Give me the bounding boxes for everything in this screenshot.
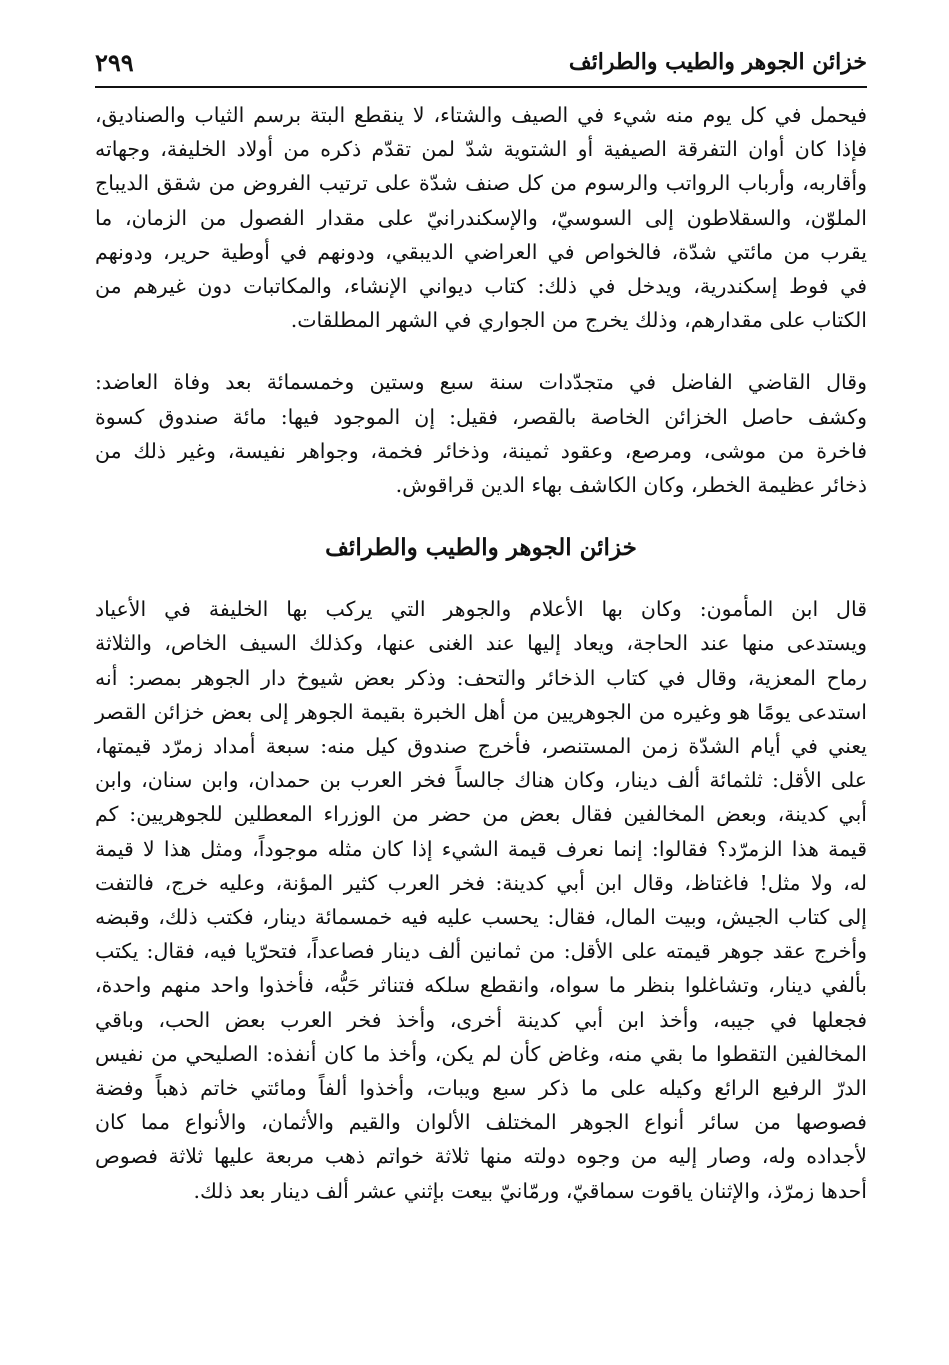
text-line: فجعلها في جيبه، وأخذ ابن أبي كدينة أخرى، وأخذ فخر العرب بعض الحب، وباقي [95,1007,867,1032]
page-header [95,38,867,88]
text-line: يقرب من مائتي شدّة، فالخواص في العراضي الديبقي، ودونهم في أوطية حرير، ودونهم [95,239,867,264]
text-line: ذخائر عظيمة الخطر، وكان الكاشف بهاء الدين قراقوش. [395,473,867,498]
text-line: وكشف حاصل الخزائن الخاصة بالقصر، فقيل: إن الموجود فيها: مائة صندوق كسوة [95,404,867,429]
text-line: له، ولا مثل! فاغتاظ، وقال ابن أبي كدينة: فخر العرب كثير المؤنة، وعليه خرج، فالتفت [95,870,867,895]
text-line: الملوّن، والسقلاطون إلى السوسيّ، والإسكندرانيّ على مقدار الفصول من الزمان، ما [95,205,867,230]
text-line: وقال القاضي الفاضل في متجدّدات سنة سبع وستين وخمسمائة بعد وفاة العاضد: [95,370,867,395]
text-line: أبي كدينة، وبعض المخالفين فقال بعض من حضر من الوزراء المعطلين للجوهريين: كم [95,802,867,827]
text-line: بألفي دينار، وتشاغلوا بنظر ما سواه، وانقطع سلكه فتناثر حَبُّه، فأخذوا واحد منهم واحدة، [95,973,867,998]
text-line: فإذا كان أوان التفرقة الصيفية أو الشتوية شدّ لمن تقدّم ذكره من أولاد الخليفة، وجهاته [95,137,867,162]
text-line: في فوط إسكندرية، ويدخل في ذلك: كتاب ديواني الإنشاء، والمكاتبات دون غيرهم من [95,274,867,299]
text-line: أحدها زمرّذ، والإثنان ياقوت سماقيّ، ورمّانيّ بيعت بإثني عشر ألف دينار بعد ذلك. [193,1178,867,1203]
text-line: ويستدعى منها عند الحاجة، ويعاد إليها عند الغنى عنها، وكذلك السيف الخاص، والثلاثة [95,631,867,656]
text-line: قيمة هذا الزمرّد؟ فقالوا: إنما نعرف قيمة الشيء إذا كان مثله موجوداً، ومثل هذا لا قيمة [95,836,867,861]
text-line: وأخرج عقد جوهر قيمته على الأقل: من ثمانين ألف دينار فصاعداً، فتحرّيا فيه، فقال: يكتب [95,939,867,964]
text-line: فيحمل في كل يوم منه شيء في الصيف والشتاء، لا ينقطع البتة برسم الثياب والصناديق، [95,103,867,127]
paragraph-3 [95,592,867,1208]
text-line: لأجداده وله، وصار إليه من وجوه دولته منها ثلاثة خواتم ذهب مربعة عليها ثلاثة فصوص [95,1144,867,1169]
text-line: وأقاربه، وأرباب الرواتب والرسوم من كل صنف شدّة على ترتيب الفروض من شقق الديباج [95,171,867,196]
text-line: يعني في أيام الشدّة زمن المستنصر، فأخرج صندوق كيل منه: سبعة أمداد زمرّد قيمتها، [95,734,867,759]
text-line: قال ابن المأمون: وكان بها الأعلام والجوهر التي يركب بها الخليفة في الأعياد [95,597,867,622]
text-line: الدرّ الرفيع الرائع وكيله على ما ذكر سبع ويبات، وأخذوا ألفاً ومائتي خاتم ذهباً وفضة [95,1076,867,1101]
paragraph-2 [95,365,867,502]
text-line: فصوصها من سائر أنواع الجوهر المختلف الألوان والقيم والأثمان، والأنواع مما كان [95,1110,867,1135]
text-line: استدعى يومًا هو وغيره من الجوهريين من أهل الخبرة بقيمة الجوهر إلى بعض خزائن القصر [95,699,867,724]
page-body [95,98,867,1208]
text-line: المخالفين التقطوا ما بقي منه، وغاض كأن لم يكن، وأخذ ما كان أنفذه: الصليحي من نفيس [95,1041,867,1066]
text-line: فاخرة من موشى، ومرصع، وعقود ثمينة، وذخائر فخمة، وجواهر نفيسة، وغير ذلك من [95,438,867,463]
text-line: رماح المعزية، وقال في كتاب الذخائر والتحف: وذكر بعض شيوخ دار الجوهر بمصر: أنه [95,665,867,690]
running-title: خزائن الجوهر والطيب والطرائف [568,49,867,75]
page-number: ٢٩٩ [95,47,134,77]
section-title: خزائن الجوهر والطيب والطرائف [325,534,637,562]
text-line: الكتاب على مقدارهم، وذلك يخرج من الجواري في الشهر المطلقات. [290,308,867,333]
text-line: على الأقل: ثلثمائة ألف دينار، وكان هناك جالساً فخر العرب بن حمدان، وابن سنان، وابن [95,768,867,793]
paragraph-1 [95,98,867,337]
text-line: إلى كتاب الجيش، وبيت المال، فقال: يحسب عليه فيه خمسمائة دينار، فكتب ذلك، وقبضه [95,905,867,930]
